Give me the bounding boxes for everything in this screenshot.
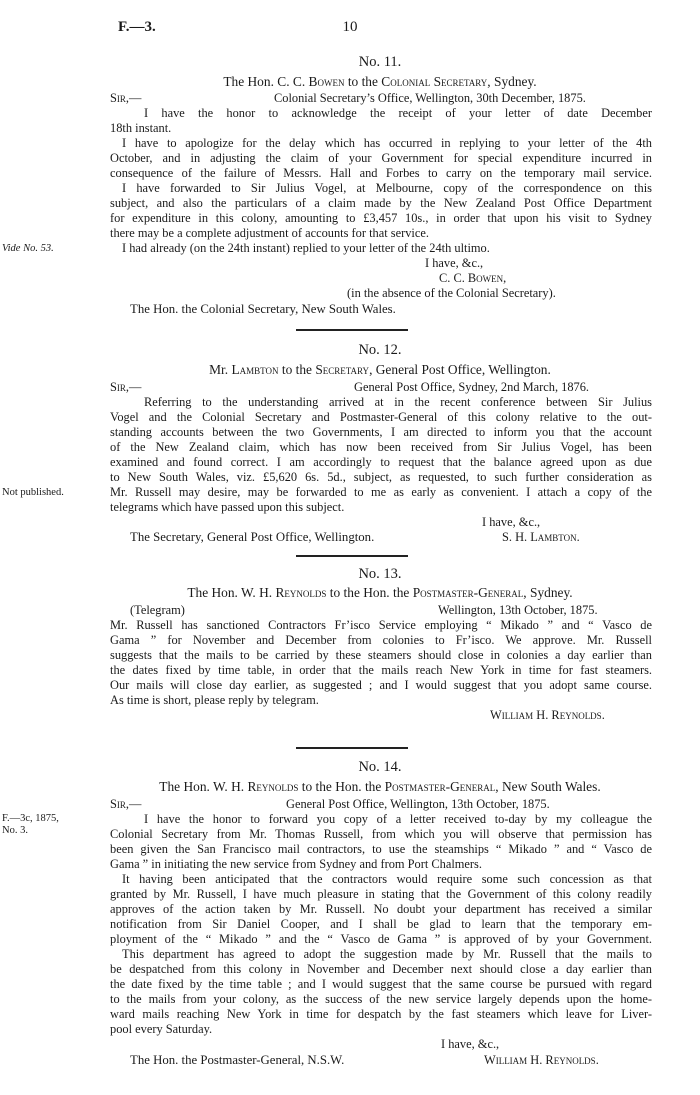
body-line: Gama ” in initiating the new service from Sydney and from Port Chalmers. bbox=[110, 857, 482, 871]
body-line: I have forwarded to Sir Julius Vogel, at Melbourne, copy of the correspondence on this bbox=[122, 181, 652, 195]
addressee: The Hon. the Postmaster-General, N.S.W. bbox=[130, 1053, 345, 1067]
body-line: of the New Zealand claim, which has now been received from Sir Julius Vogel, has been bbox=[110, 440, 652, 454]
body-line: standing accounts between the two Governments, I am directed to inform you that the account bbox=[110, 425, 652, 439]
body-line: I have the honor to forward you copy of a letter received to-day by my colleague the bbox=[144, 812, 652, 826]
margin-note: No. 3. bbox=[2, 825, 28, 836]
signature: William H. Reynolds. bbox=[484, 1053, 599, 1067]
margin-note: Not published. bbox=[2, 487, 64, 498]
salutation-address-line bbox=[110, 797, 652, 812]
body-line: It having been anticipated that the contractors would require some such concession as that bbox=[122, 872, 652, 886]
addressee-signature-line bbox=[130, 1053, 652, 1068]
body-line: ployment of the “ Mikado ” and the “ Vasco de Gama ” is approved of by your Government. bbox=[110, 932, 652, 946]
salutation-address-line bbox=[110, 380, 652, 395]
addressee: The Hon. the Colonial Secretary, New South Wales. bbox=[130, 302, 396, 316]
body-line: been given the San Francisco mail contractors, to use the steamships “ Mikado ” and “ Vasco de bbox=[110, 842, 652, 856]
body-line: the dates fixed by time table, in order that the mails reach New York in time for fast steamers. bbox=[110, 663, 652, 677]
signature: S. H. Lambton. bbox=[502, 530, 580, 544]
body-line: to the mails from your colony, as the success of the new service largely depends upon the home- bbox=[110, 992, 652, 1006]
body-line: Referring to the understanding arrived at in the recent conference between Sir Julius bbox=[144, 395, 652, 409]
margin-note: F.—3c, 1875, bbox=[2, 813, 59, 824]
telegram-address-line bbox=[130, 603, 652, 618]
closing: I have, &c., bbox=[441, 1037, 500, 1051]
page-number: 10 bbox=[342, 19, 358, 35]
body-line: granted by Mr. Russell, I have much pleasure in stating that the Government of this colony readily bbox=[110, 887, 652, 901]
body-line: ward mails reaching New York in time for despatch by the fast steamers which leave for Liver- bbox=[110, 1007, 652, 1021]
body-line: Colonial Secretary from Mr. Thomas Russell, from which you will observe that permission has bbox=[110, 827, 652, 841]
body-line: suggests that the mails to be carried by these steamers should close in colonies a day earlier than bbox=[110, 648, 652, 662]
body-line: October, and in adjusting the claim of your Government for special expenditure incurred in bbox=[110, 151, 652, 165]
addressee-signature-line bbox=[130, 530, 652, 545]
sender-address: Colonial Secretary’s Office, Wellington, 30th December, 1875. bbox=[274, 91, 586, 105]
section-divider bbox=[296, 747, 408, 749]
body-line: to New South Wales, viz. £5,620 6s. 5d., subject, as requested, to such further consideration as bbox=[110, 470, 652, 484]
letter-number: No. 13. bbox=[358, 566, 402, 582]
body-line: for expenditure in this colony, amounting to £3,457 10s., in order that upon his visit to Sydney bbox=[110, 211, 652, 225]
telegram-label: (Telegram) bbox=[130, 603, 185, 617]
closing: I have, &c., bbox=[425, 256, 484, 270]
salutation-address-line bbox=[110, 91, 652, 106]
series-reference: F.—3. bbox=[118, 19, 156, 35]
signature-note: (in the absence of the Colonial Secretary). bbox=[347, 286, 556, 300]
body-line: I had already (on the 24th instant) replied to your letter of the 24th ultimo. bbox=[122, 241, 490, 255]
body-line: As time is short, please reply by telegram. bbox=[110, 693, 319, 707]
sender-address: Wellington, 13th October, 1875. bbox=[438, 603, 598, 617]
body-line: Our mails will close day earlier, as suggested ; and I would suggest that you adopt same course. bbox=[110, 678, 652, 692]
body-line: telegrams which have passed upon this subject. bbox=[110, 500, 345, 514]
letter-title: The Hon. W. H. Reynolds to the Hon. the Postmaster-General, Sydney. bbox=[187, 585, 573, 600]
letter-number: No. 14. bbox=[358, 759, 402, 775]
letter-number: No. 12. bbox=[358, 342, 402, 358]
body-line: there may be a complete adjustment of accounts for that service. bbox=[110, 226, 429, 240]
body-line: subject, and also the particulars of a claim made by the New Zealand Post Office Department bbox=[110, 196, 652, 210]
closing: I have, &c., bbox=[482, 515, 541, 529]
salutation: Sir,— bbox=[110, 91, 142, 105]
body-line: Gama ” for November and December from colonies to Fr’isco. We approve. Mr. Russell bbox=[110, 633, 652, 647]
body-line: Mr. Russell has sanctioned Contractors Fr’isco Service employing “ Mikado ” and “ Vasco de bbox=[110, 618, 652, 632]
body-line: This department has agreed to adopt the suggestion made by Mr. Russell that the mails to bbox=[122, 947, 652, 961]
body-line: I have the honor to acknowledge the receipt of your letter of date December bbox=[144, 106, 652, 120]
body-line: approves of the action taken by Mr. Russell. No doubt your department has received a similar bbox=[110, 902, 652, 916]
letter-title: Mr. Lambton to the Secretary, General Post Office, Wellington. bbox=[209, 362, 551, 377]
body-line: pool every Saturday. bbox=[110, 1022, 213, 1036]
sender-address: General Post Office, Sydney, 2nd March, 1876. bbox=[354, 380, 590, 394]
signature: C. C. Bowen, bbox=[439, 271, 507, 285]
section-divider bbox=[296, 329, 408, 331]
body-line: 18th instant. bbox=[110, 121, 172, 135]
body-line: the date fixed by the time table ; and I would suggest that the same course be pursued with regard bbox=[110, 977, 652, 991]
addressee: The Secretary, General Post Office, Wellington. bbox=[130, 530, 375, 544]
salutation: Sir,— bbox=[110, 380, 142, 394]
salutation: Sir,— bbox=[110, 797, 142, 811]
page-header bbox=[0, 15, 700, 39]
body-line: I have to apologize for the delay which has occurred in replying to your letter of the 4th bbox=[122, 136, 652, 150]
letter-number: No. 11. bbox=[358, 54, 402, 70]
body-line: consequence of the failure of Messrs. Hall and Forbes to carry on the temporary mail service. bbox=[110, 166, 652, 180]
letter-title: The Hon. W. H. Reynolds to the Hon. the Postmaster-General, New South Wales. bbox=[159, 779, 601, 794]
body-line: Mr. Russell may desire, may be forwarded to me as early as convenient. I attach a copy of the bbox=[110, 485, 652, 499]
signature: William H. Reynolds. bbox=[490, 708, 605, 722]
body-line: examined and found correct. I am accordingly to request that the balance agreed upon as due bbox=[110, 455, 652, 469]
section-divider bbox=[296, 555, 408, 557]
body-line: Vogel and the Colonial Secretary and Postmaster-General of this colony relative to the out- bbox=[110, 410, 652, 424]
body-line: notification from Sir Daniel Cooper, and I shall be glad to learn that the temporary em- bbox=[110, 917, 652, 931]
letter-title: The Hon. C. C. Bowen to the Colonial Secretary, Sydney. bbox=[223, 74, 537, 89]
sender-address: General Post Office, Wellington, 13th October, 1875. bbox=[286, 797, 550, 811]
margin-note: Vide No. 53. bbox=[2, 243, 54, 254]
body-line: be despatched from this colony in November and December next should close a day earlier than bbox=[110, 962, 652, 976]
